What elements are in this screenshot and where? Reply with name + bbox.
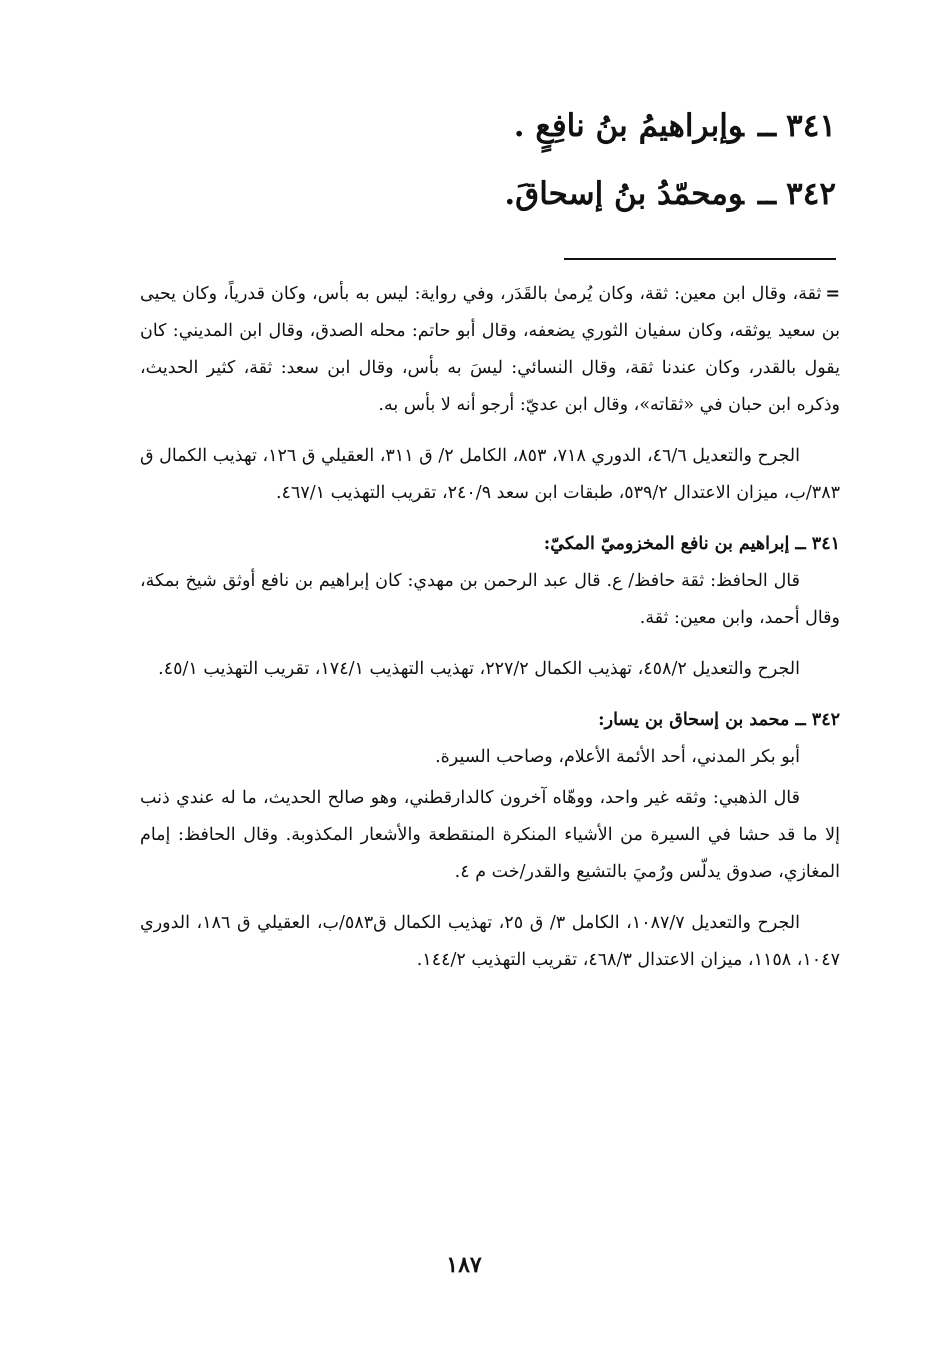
entry-341-heading: ٣٤١ ــ إبراهيم بن نافع المخزوميّ المكيّ: [543, 534, 840, 554]
entry-number: ٣٤١ [786, 108, 836, 144]
entry-342-heading: ٣٤٢ ــ محمد بن إسحاق بن يسار: [598, 710, 840, 730]
main-line-341 [116, 92, 836, 160]
entry-342-dhahabi: قال الذهبي: وثقه غير واحد، ووهّاه آخرون كالدارقطني، وهو صالح الحديث، ما له عندي ذنب إلا ما قد حشا في السيرة من الأشياء المنكرة المنقطعة والأشعار المكذوبة. وقال الحافظ: إمام المغازي، صدوق يدلّس ورُميَ بالتشيع والقدر/خت م ٤. [140, 788, 840, 882]
page-number: ١٨٧ [446, 1252, 482, 1278]
footnotes [140, 276, 840, 993]
entry-dash: ــ [757, 176, 777, 212]
references-341: الجرح والتعديل ٤٥٨/٢، تهذيب الكمال ٢٢٧/٢، تهذيب التهذيب ١٧٤/١، تقريب التهذيب ٤٥/١. [158, 659, 800, 679]
continuation-mark: = [825, 284, 840, 304]
references-block: الجرح والتعديل ٤٦/٦، الدوري ٧١٨، ٨٥٣، الكامل ٢/ ق ٣١١، العقيلي ق ١٢٦، تهذيب الكمال ق ٣٨٣/ب، ميزان الاعتدال ٥٣٩/٢، طبقات ابن سعد ٢٤٠/٩، تقريب التهذيب ٤٦٧/١. [140, 446, 840, 503]
entry-341-text: قال الحافظ: ثقة حافظ/ ع. قال عبد الرحمن بن مهدي: كان إبراهيم بن نافع أوثق شيخ بمكة، وقال أحمد، وابن معين: ثقة. [140, 571, 840, 628]
entry-342-text: أبو بكر المدني، أحد الأئمة الأعلام، وصاحب السيرة. [435, 747, 800, 767]
entry-text: ومحمّدُ بنُ إسحاقَ. [504, 176, 744, 212]
footnote-separator [564, 258, 836, 260]
footnote-continuation [140, 276, 840, 424]
main-line-342 [116, 160, 836, 228]
references-342: الجرح والتعديل ١٠٨٧/٧، الكامل ٣/ ق ٢٥، تهذيب الكمال ق٥٨٣/ب، العقيلي ق ١٨٦، الدوري ١٠٤٧، ١١٥٨، ميزان الاعتدال ٤٦٨/٣، تقريب التهذيب ١٤٤/٢. [140, 913, 840, 970]
footnote-text: ثقة، وقال ابن معين: ثقة، وكان يُرمىٰ بالقَدَر، وفي رواية: ليس به بأس، وكان قدرياً، وكان يحيى بن سعيد يوثقه، وكان سفيان الثوري يضعفه، وقال أبو حاتم: محله الصدق، وقال ابن المديني: كان يقول بالقدر، وكان عندنا ثقة، وقال النسائي: ليسَ به بأس، وقال ابن سعد: ثقة، كثير الحديث، وذكره ابن حبان في «ثقاته»، وقال ابن عديّ: أرجو أنه لا بأس به. [140, 284, 840, 415]
entry-text: وإبراهيمُ بنُ نافِعٍ . [513, 108, 744, 144]
main-text [116, 92, 836, 228]
entry-number: ٣٤٢ [786, 176, 836, 212]
entry-dash: ــ [757, 108, 777, 144]
